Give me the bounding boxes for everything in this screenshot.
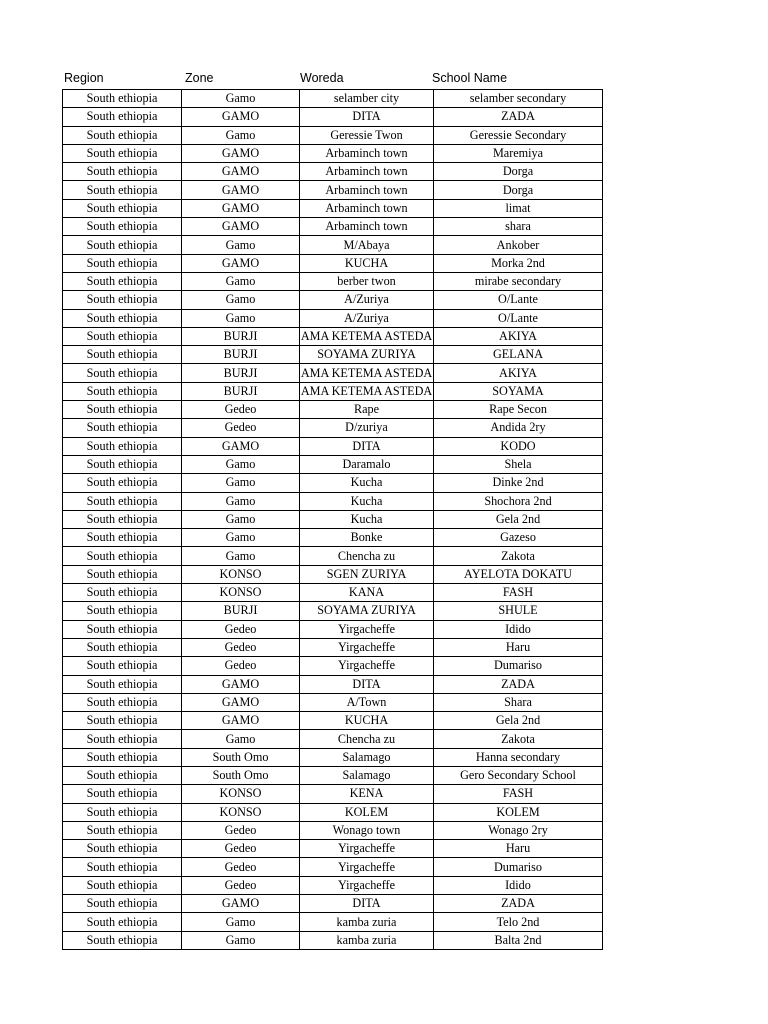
school-name-cell: Morka 2nd [434,254,603,272]
region-cell: South ethiopia [63,675,182,693]
school-name-cell: Idido [434,620,603,638]
woreda-cell: AMA KETEMA ASTEDA [300,364,434,382]
school-name-cell: Ankober [434,236,603,254]
table-row [63,144,603,162]
zone-cell: BURJI [182,364,300,382]
table-row [63,327,603,345]
table-row [63,309,603,327]
table-row [63,675,603,693]
table-row [63,785,603,803]
school-name-cell: Zakota [434,730,603,748]
zone-cell: South Omo [182,766,300,784]
zone-cell: GAMO [182,181,300,199]
table-row [63,876,603,894]
table-row [63,108,603,126]
school-name-cell: Dorga [434,163,603,181]
table-row [63,199,603,217]
woreda-cell: Wonago town [300,821,434,839]
woreda-cell: Kucha [300,474,434,492]
woreda-cell: Yirgacheffe [300,876,434,894]
zone-cell: Gedeo [182,840,300,858]
school-name-cell: Shela [434,455,603,473]
woreda-cell: Arbaminch town [300,218,434,236]
zone-cell: Gamo [182,547,300,565]
region-cell: South ethiopia [63,693,182,711]
region-cell: South ethiopia [63,858,182,876]
table-row [63,163,603,181]
woreda-cell: D/zuriya [300,419,434,437]
region-cell: South ethiopia [63,309,182,327]
zone-cell: GAMO [182,144,300,162]
table-row [63,803,603,821]
zone-cell: GAMO [182,675,300,693]
table-row [63,218,603,236]
region-cell: South ethiopia [63,803,182,821]
school-name-cell: Dumariso [434,657,603,675]
woreda-cell: Kucha [300,492,434,510]
header-region: Region [64,71,104,85]
zone-cell: Gamo [182,913,300,931]
region-cell: South ethiopia [63,510,182,528]
school-name-cell: AKIYA [434,364,603,382]
table-row [63,748,603,766]
woreda-cell: Salamago [300,766,434,784]
table-row [63,638,603,656]
school-name-cell: Dinke 2nd [434,474,603,492]
region-cell: South ethiopia [63,913,182,931]
table-row [63,565,603,583]
zone-cell: Gedeo [182,821,300,839]
zone-cell: GAMO [182,895,300,913]
woreda-cell: Kucha [300,510,434,528]
woreda-cell: Arbaminch town [300,199,434,217]
region-cell: South ethiopia [63,492,182,510]
region-cell: South ethiopia [63,876,182,894]
table-row [63,693,603,711]
table-row [63,272,603,290]
region-cell: South ethiopia [63,126,182,144]
region-cell: South ethiopia [63,437,182,455]
table-row [63,620,603,638]
region-cell: South ethiopia [63,218,182,236]
woreda-cell: Yirgacheffe [300,657,434,675]
region-cell: South ethiopia [63,730,182,748]
school-name-cell: SOYAMA [434,382,603,400]
region-cell: South ethiopia [63,199,182,217]
school-name-cell: Telo 2nd [434,913,603,931]
table-row [63,126,603,144]
table-row [63,840,603,858]
zone-cell: KONSO [182,803,300,821]
schools-table-body [63,90,603,950]
school-name-cell: AYELOTA DOKATU [434,565,603,583]
region-cell: South ethiopia [63,346,182,364]
school-name-cell: mirabe secondary [434,272,603,290]
school-name-cell: Idido [434,876,603,894]
school-name-cell: Shochora 2nd [434,492,603,510]
zone-cell: GAMO [182,163,300,181]
zone-cell: Gedeo [182,620,300,638]
woreda-cell: DITA [300,108,434,126]
school-name-cell: shara [434,218,603,236]
zone-cell: GAMO [182,199,300,217]
table-row [63,766,603,784]
zone-cell: BURJI [182,602,300,620]
woreda-cell: kamba zuria [300,913,434,931]
woreda-cell: DITA [300,437,434,455]
school-name-cell: Balta 2nd [434,931,603,949]
region-cell: South ethiopia [63,547,182,565]
woreda-cell: KOLEM [300,803,434,821]
woreda-cell: KUCHA [300,712,434,730]
region-cell: South ethiopia [63,931,182,949]
region-cell: South ethiopia [63,401,182,419]
region-cell: South ethiopia [63,90,182,108]
woreda-cell: Bonke [300,529,434,547]
column-header-row [0,70,768,88]
region-cell: South ethiopia [63,766,182,784]
woreda-cell: Yirgacheffe [300,840,434,858]
school-name-cell: Geressie Secondary [434,126,603,144]
school-name-cell: KOLEM [434,803,603,821]
table-row [63,181,603,199]
school-name-cell: O/Lante [434,291,603,309]
table-row [63,455,603,473]
zone-cell: Gedeo [182,858,300,876]
zone-cell: GAMO [182,218,300,236]
table-row [63,931,603,949]
table-row [63,346,603,364]
table-row [63,90,603,108]
school-name-cell: Haru [434,840,603,858]
woreda-cell: Chencha zu [300,730,434,748]
zone-cell: Gamo [182,455,300,473]
zone-cell: South Omo [182,748,300,766]
woreda-cell: berber twon [300,272,434,290]
region-cell: South ethiopia [63,254,182,272]
woreda-cell: Yirgacheffe [300,638,434,656]
region-cell: South ethiopia [63,620,182,638]
school-name-cell: limat [434,199,603,217]
woreda-cell: SOYAMA ZURIYA [300,602,434,620]
table-row [63,364,603,382]
school-name-cell: Maremiya [434,144,603,162]
table-row [63,858,603,876]
region-cell: South ethiopia [63,584,182,602]
woreda-cell: kamba zuria [300,931,434,949]
school-name-cell: Andida 2ry [434,419,603,437]
woreda-cell: AMA KETEMA ASTEDA [300,327,434,345]
school-name-cell: Wonago 2ry [434,821,603,839]
region-cell: South ethiopia [63,327,182,345]
region-cell: South ethiopia [63,895,182,913]
zone-cell: Gamo [182,529,300,547]
region-cell: South ethiopia [63,565,182,583]
school-name-cell: ZADA [434,108,603,126]
zone-cell: Gamo [182,90,300,108]
woreda-cell: Arbaminch town [300,144,434,162]
woreda-cell: A/Town [300,693,434,711]
table-row [63,584,603,602]
school-name-cell: AKIYA [434,327,603,345]
region-cell: South ethiopia [63,364,182,382]
region-cell: South ethiopia [63,821,182,839]
zone-cell: Gamo [182,272,300,290]
region-cell: South ethiopia [63,144,182,162]
school-name-cell: Gela 2nd [434,510,603,528]
table-row [63,291,603,309]
zone-cell: GAMO [182,712,300,730]
schools-table [62,89,603,950]
table-row [63,913,603,931]
region-cell: South ethiopia [63,638,182,656]
zone-cell: Gamo [182,492,300,510]
region-cell: South ethiopia [63,236,182,254]
region-cell: South ethiopia [63,602,182,620]
zone-cell: Gedeo [182,638,300,656]
region-cell: South ethiopia [63,108,182,126]
school-name-cell: Zakota [434,547,603,565]
school-name-cell: FASH [434,785,603,803]
school-name-cell: FASH [434,584,603,602]
woreda-cell: A/Zuriya [300,291,434,309]
zone-cell: Gamo [182,510,300,528]
table-row [63,510,603,528]
region-cell: South ethiopia [63,748,182,766]
region-cell: South ethiopia [63,840,182,858]
woreda-cell: Salamago [300,748,434,766]
table-row [63,492,603,510]
woreda-cell: SGEN ZURIYA [300,565,434,583]
region-cell: South ethiopia [63,291,182,309]
table-row [63,529,603,547]
woreda-cell: selamber city [300,90,434,108]
woreda-cell: Daramalo [300,455,434,473]
region-cell: South ethiopia [63,529,182,547]
woreda-cell: Yirgacheffe [300,858,434,876]
zone-cell: Gamo [182,126,300,144]
table-row [63,730,603,748]
table-row [63,401,603,419]
school-name-cell: O/Lante [434,309,603,327]
school-name-cell: Hanna secondary [434,748,603,766]
school-name-cell: Dumariso [434,858,603,876]
zone-cell: Gedeo [182,876,300,894]
region-cell: South ethiopia [63,785,182,803]
region-cell: South ethiopia [63,181,182,199]
header-zone: Zone [185,71,214,85]
region-cell: South ethiopia [63,712,182,730]
zone-cell: Gedeo [182,657,300,675]
school-name-cell: Gela 2nd [434,712,603,730]
region-cell: South ethiopia [63,474,182,492]
region-cell: South ethiopia [63,272,182,290]
zone-cell: GAMO [182,693,300,711]
woreda-cell: KENA [300,785,434,803]
woreda-cell: DITA [300,895,434,913]
header-woreda: Woreda [300,71,344,85]
zone-cell: Gedeo [182,401,300,419]
region-cell: South ethiopia [63,419,182,437]
woreda-cell: Arbaminch town [300,163,434,181]
woreda-cell: AMA KETEMA ASTEDA [300,382,434,400]
zone-cell: BURJI [182,327,300,345]
table-row [63,821,603,839]
table-row [63,474,603,492]
school-name-cell: KODO [434,437,603,455]
zone-cell: GAMO [182,254,300,272]
table-row [63,382,603,400]
school-name-cell: SHULE [434,602,603,620]
region-cell: South ethiopia [63,382,182,400]
woreda-cell: KUCHA [300,254,434,272]
woreda-cell: Chencha zu [300,547,434,565]
zone-cell: GAMO [182,437,300,455]
zone-cell: Gedeo [182,419,300,437]
table-row [63,657,603,675]
region-cell: South ethiopia [63,657,182,675]
woreda-cell: Arbaminch town [300,181,434,199]
school-name-cell: Rape Secon [434,401,603,419]
table-row [63,236,603,254]
woreda-cell: Rape [300,401,434,419]
woreda-cell: Geressie Twon [300,126,434,144]
school-name-cell: selamber secondary [434,90,603,108]
zone-cell: Gamo [182,291,300,309]
woreda-cell: DITA [300,675,434,693]
school-name-cell: Dorga [434,181,603,199]
zone-cell: Gamo [182,474,300,492]
region-cell: South ethiopia [63,163,182,181]
zone-cell: Gamo [182,309,300,327]
school-name-cell: ZADA [434,895,603,913]
school-name-cell: ZADA [434,675,603,693]
table-row [63,712,603,730]
school-name-cell: Gero Secondary School [434,766,603,784]
zone-cell: KONSO [182,565,300,583]
table-row [63,602,603,620]
school-name-cell: Shara [434,693,603,711]
school-name-cell: Gazeso [434,529,603,547]
zone-cell: BURJI [182,346,300,364]
woreda-cell: Yirgacheffe [300,620,434,638]
woreda-cell: A/Zuriya [300,309,434,327]
zone-cell: Gamo [182,730,300,748]
zone-cell: Gamo [182,931,300,949]
woreda-cell: SOYAMA ZURIYA [300,346,434,364]
table-row [63,547,603,565]
region-cell: South ethiopia [63,455,182,473]
zone-cell: KONSO [182,785,300,803]
header-school-name: School Name [432,71,508,85]
table-row [63,437,603,455]
woreda-cell: M/Abaya [300,236,434,254]
school-name-cell: GELANA [434,346,603,364]
zone-cell: GAMO [182,108,300,126]
zone-cell: BURJI [182,382,300,400]
school-name-cell: Haru [434,638,603,656]
table-row [63,419,603,437]
table-row [63,895,603,913]
table-row [63,254,603,272]
zone-cell: Gamo [182,236,300,254]
woreda-cell: KANA [300,584,434,602]
zone-cell: KONSO [182,584,300,602]
